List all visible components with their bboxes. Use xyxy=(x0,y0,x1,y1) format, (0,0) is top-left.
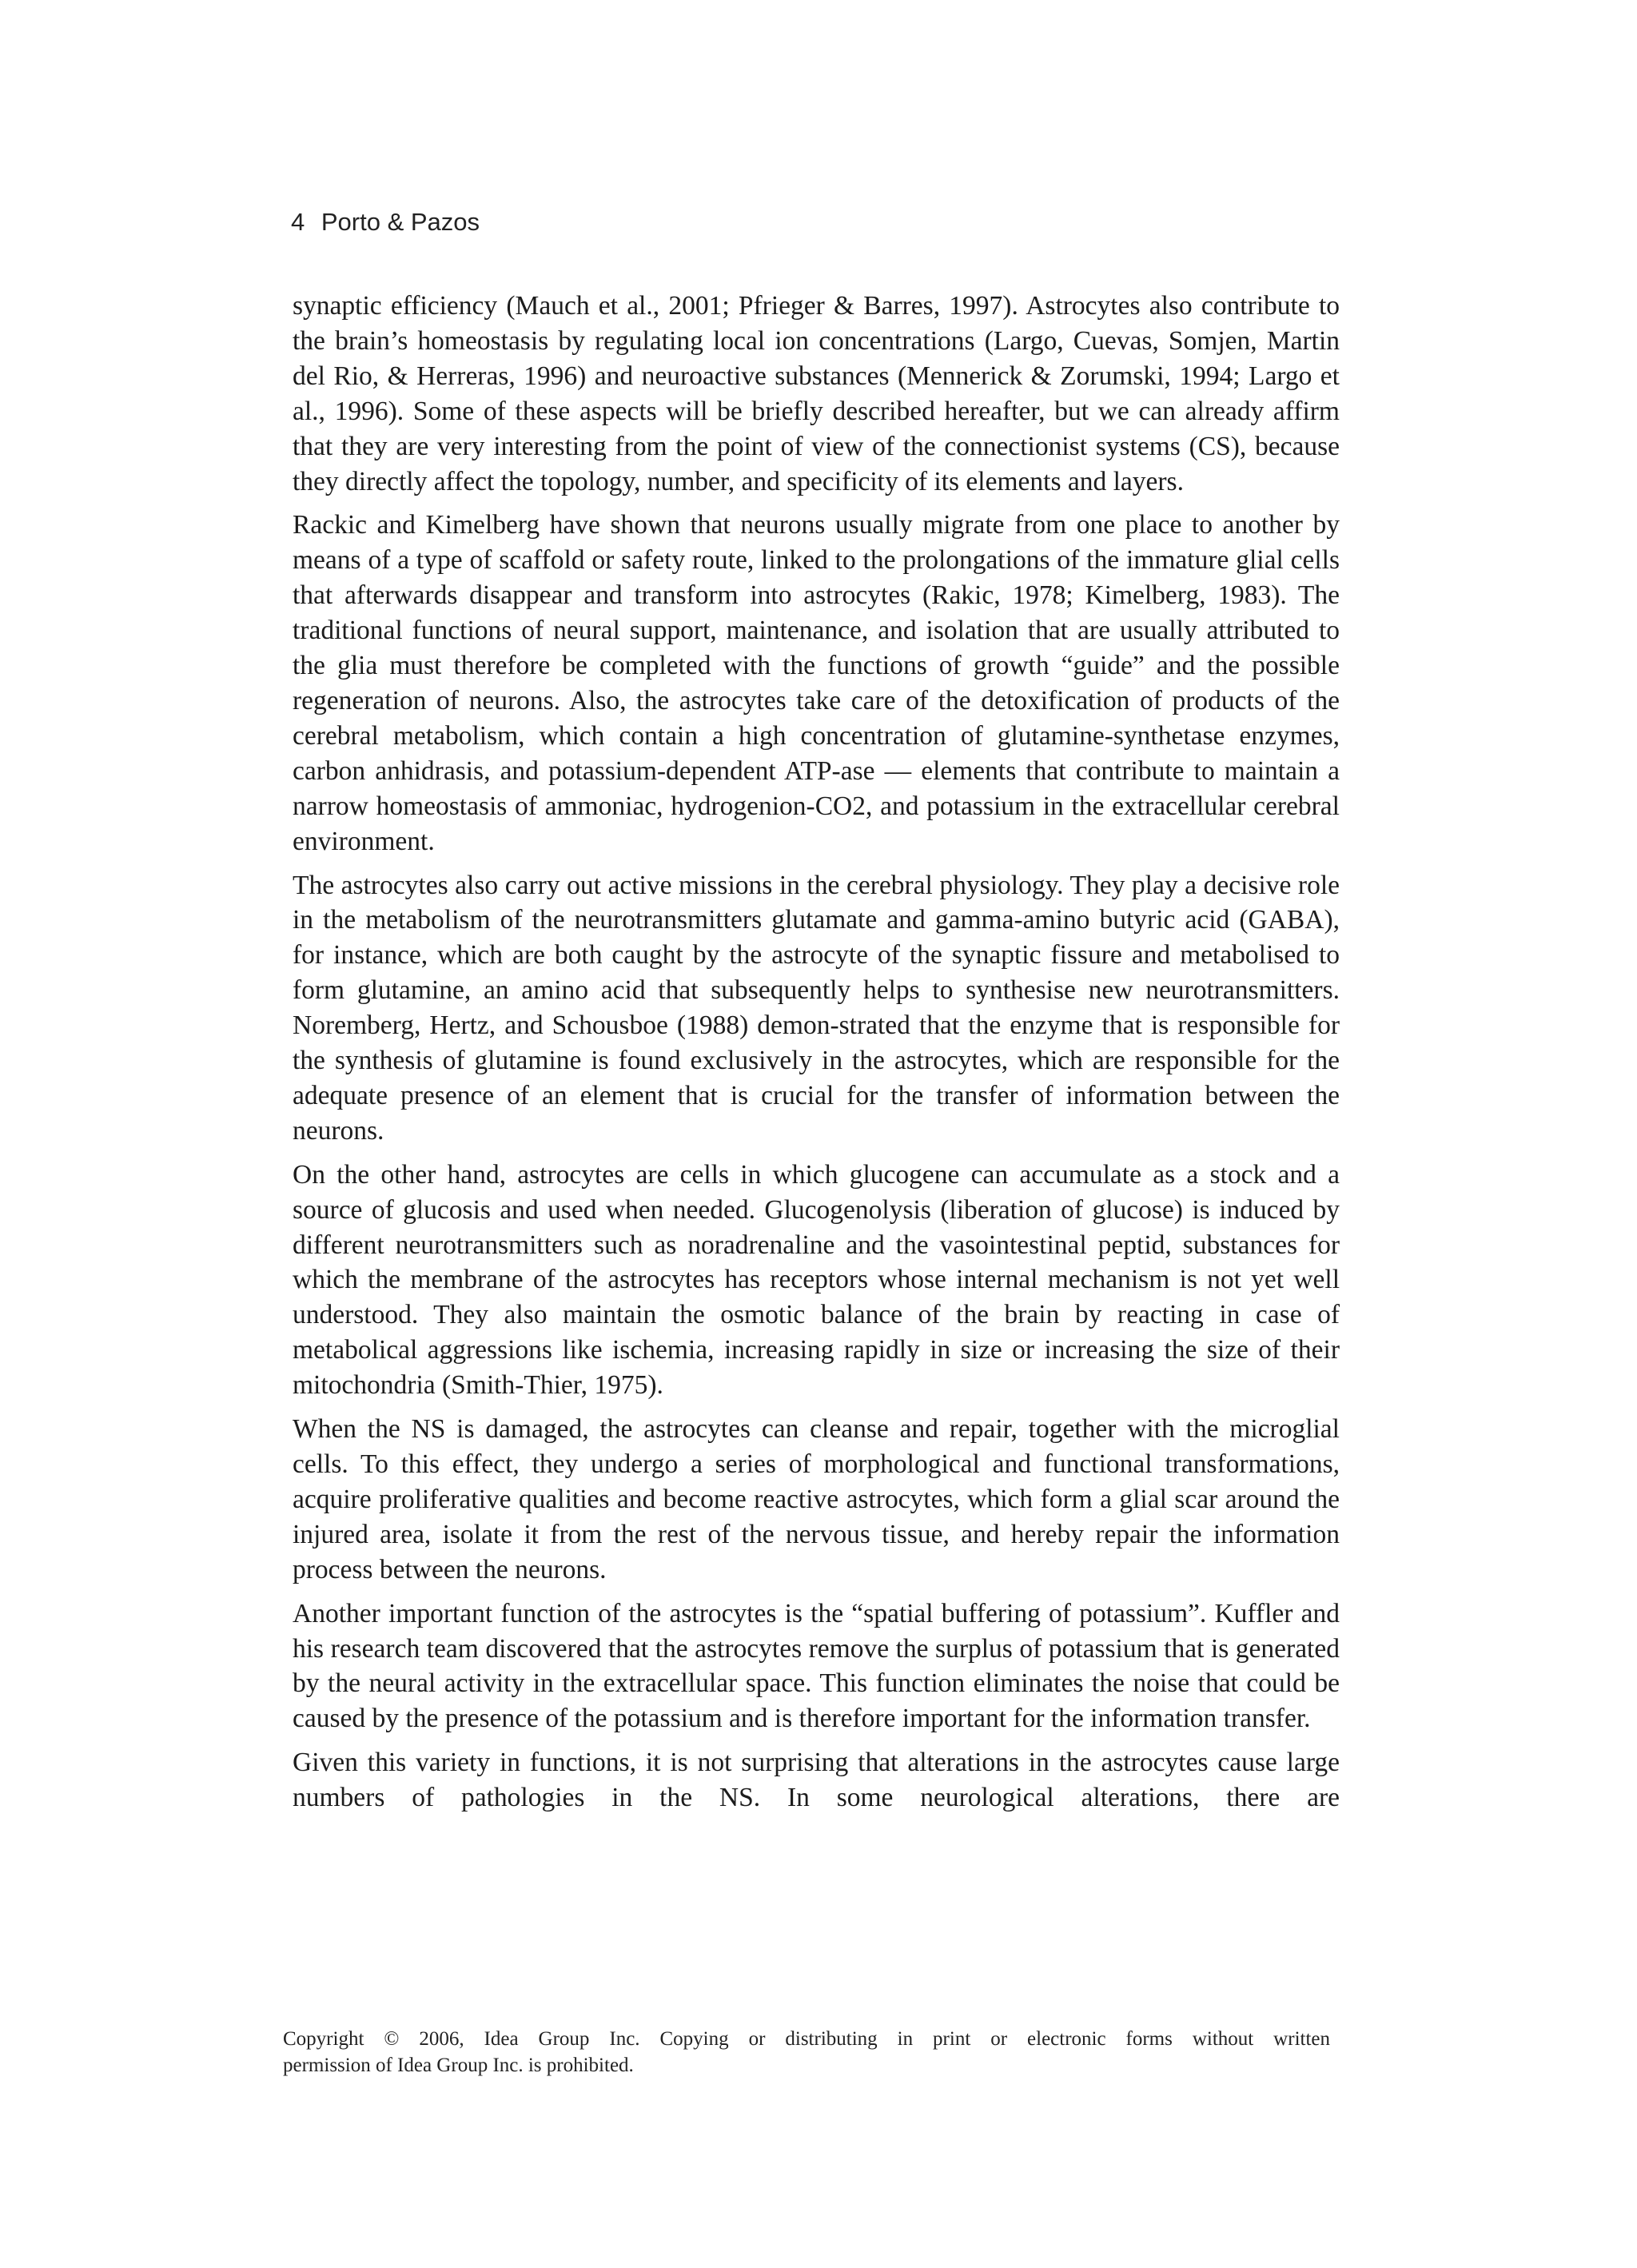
running-header xyxy=(291,206,480,238)
paragraph-7: Given this variety in functions, it is not surprising that alterations in the astrocytes cause large numbers of pathologies in the NS. In some neurological alterations, there are xyxy=(293,1748,1340,1813)
paragraph-2: Rackic and Kimelberg have shown that neurons usually migrate from one place to another by means of a type of scaffold or safety route, linked to the prolongations of the immature glial cells that afterwards disappear and transform into astrocytes (Rakic, 1978; Kimelberg, 1983). The traditional functions of neural support, maintenance, and isolation that are usually attributed to the glia must therefore be completed with the functions of growth “guide” and the possible regeneration of neurons. Also, the astrocytes take care of the detoxification of products of the cerebral metabolism, which contain a high concentration of glutamine-synthetase enzymes, carbon anhidrasis, and potassium-dependent ATP-ase — elements that contribute to maintain a narrow homeostasis of ammoniac, hydrogenion-CO2, and potassium in the extracellular cerebral environment. xyxy=(293,510,1340,856)
copyright-footer xyxy=(283,2026,1330,2079)
page-number: 4 xyxy=(291,208,305,236)
paragraph-1: synaptic efficiency (Mauch et al., 2001; Pfrieger & Barres, 1997). Astrocytes also contribute to the brain’s homeostasis by regulating local ion concentrations (Largo, Cuevas, Somjen, Martin del Rio, & Herreras, 1996) and neuroactive substances (Mennerick & Zorumski, 1994; Largo et al., 1996). Some of these aspects will be briefly described hereafter, but we can already affirm that they are very interesting from the point of view of the connectionist systems (CS), because they directly affect the topology, number, and specificity of its elements and layers. xyxy=(293,291,1340,496)
body-text xyxy=(293,289,1340,1816)
paragraph-3: The astrocytes also carry out active missions in the cerebral physiology. They play a decisive role in the metabolism of the neurotransmitters glutamate and gamma-amino butyric acid (GABA), for instance, which are both caught by the astrocyte of the synaptic fissure and metabolised to form glutamine, an amino acid that subsequently helps to synthesise new neurotransmitters. Noremberg, Hertz, and Schousboe (1988) demon-strated that the enzyme that is responsible for the synthesis of glutamine is found exclusively in the astrocytes, which are responsible for the adequate presence of an element that is crucial for the transfer of information between the neurons. xyxy=(293,870,1340,1146)
running-title: Porto & Pazos xyxy=(321,208,480,236)
copyright-line-2: permission of Idea Group Inc. is prohibited. xyxy=(283,2055,634,2076)
paragraph-5: When the NS is damaged, the astrocytes can cleanse and repair, together with the microglial cells. To this effect, they undergo a series of morphological and functional transformations, acquire proliferative qualities and become reactive astrocytes, which form a glial scar around the injured area, isolate it from the rest of the nervous tissue, and hereby repair the information process between the neurons. xyxy=(293,1414,1340,1584)
paragraph-6: Another important function of the astrocytes is the “spatial buffering of potassium”. Kuffler and his research team discovered that the astrocytes remove the surplus of potassium that is generated by the neural activity in the extracellular space. This function eliminates the noise that could be caused by the presence of the potassium and is therefore important for the information transfer. xyxy=(293,1598,1340,1734)
paragraph-4: On the other hand, astrocytes are cells in which glucogene can accumulate as a stock and a source of glucosis and used when needed. Glucogenolysis (liberation of glucose) is induced by different neurotransmitters such as noradrenaline and the vasointestinal peptid, substances for which the membrane of the astrocytes has receptors whose internal mechanism is not yet well understood. They also maintain the osmotic balance of the brain by reacting in case of metabolical aggressions like ischemia, increasing rapidly in size or increasing the size of their mitochondria (Smith-Thier, 1975). xyxy=(293,1159,1340,1401)
copyright-line-1: Copyright © 2006, Idea Group Inc. Copying or distributing in print or electronic forms without written xyxy=(283,2028,1330,2050)
